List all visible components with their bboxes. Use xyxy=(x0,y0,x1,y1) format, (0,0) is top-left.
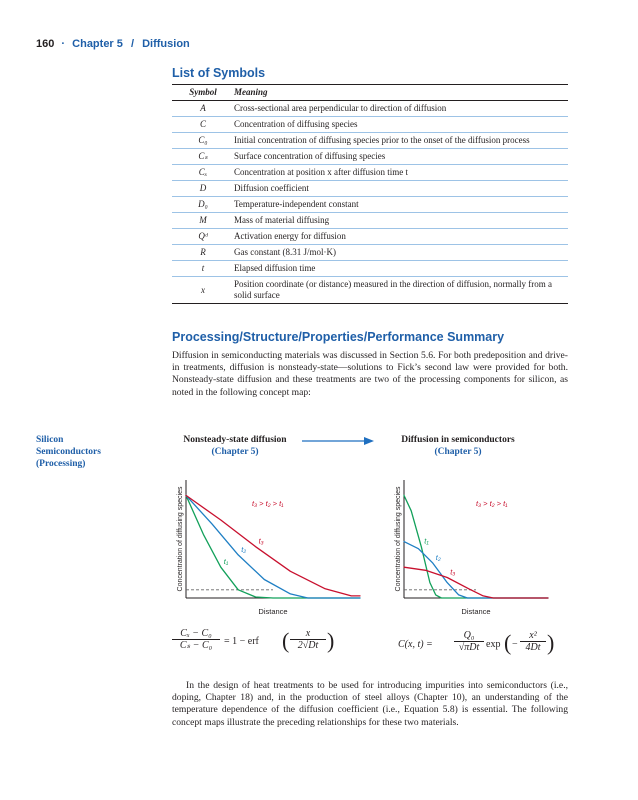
left-concept-title xyxy=(160,434,310,458)
symbol-cell: x xyxy=(172,277,234,304)
table-row xyxy=(172,229,568,245)
meaning-cell: Initial concentration of diffusing species prior to the onset of the diffusion process xyxy=(234,133,568,149)
symbols-table xyxy=(172,84,568,304)
symbol-cell: D₀ xyxy=(172,197,234,213)
table-row xyxy=(172,133,568,149)
symbol-cell: t xyxy=(172,261,234,277)
eq-left-paren-close: ) xyxy=(327,628,335,653)
semiconductor-diffusion-chart xyxy=(390,470,550,620)
meaning-cell: Position coordinate (or distance) measured in the direction of diffusion, normally from a solid surface xyxy=(234,277,568,304)
y-axis-label: Concentration of diffusing species xyxy=(177,486,184,592)
table-row xyxy=(172,117,568,133)
series-line-2 xyxy=(186,495,360,598)
meaning-cell: Concentration of diffusing species xyxy=(234,117,568,133)
chapter-title: Diffusion xyxy=(142,38,190,50)
closing-paragraph: In the design of heat treatments to be used for introducing impurities into semiconductors (i.e., doping, Chapter 18) and, in the production of steel alloys (Chapter 10), an understanding of the temperature dependence of the diffusion coefficient (i.e., Equation 5.8) is essential. The following concept maps illustrate the preceding relationships for these two materials. xyxy=(172,680,568,728)
symbol-cell: Cₛ xyxy=(172,149,234,165)
eq-right-paren-close: ) xyxy=(547,630,555,655)
table-row xyxy=(172,165,568,181)
eq-left-arg-denominator: 2√Dt xyxy=(290,639,326,651)
eq-right-paren-open: ( xyxy=(504,630,512,655)
symbols-table-body xyxy=(172,101,568,304)
symbol-cell: Cₓ xyxy=(172,165,234,181)
series-line-3 xyxy=(404,567,548,598)
symbols-heading: List of Symbols xyxy=(172,66,266,80)
left-concept-name: Nonsteady-state diffusion xyxy=(183,435,287,445)
running-header xyxy=(36,38,190,50)
page-number: 160 xyxy=(36,38,55,50)
right-concept-name: Diffusion in semiconductors xyxy=(401,435,515,445)
erf-equation xyxy=(172,628,342,662)
y-axis-label: Concentration of diffusing species xyxy=(395,486,402,592)
sidebar-line: (Processing) xyxy=(36,459,86,469)
sidebar-line: Silicon xyxy=(36,435,64,445)
left-concept-chapter: (Chapter 5) xyxy=(211,447,259,457)
eq-right-lhs: C(x, t) = xyxy=(398,639,433,650)
series-line-1 xyxy=(404,495,548,598)
nonsteady-diffusion-chart xyxy=(172,470,362,620)
table-row xyxy=(172,277,568,304)
symbol-cell: A xyxy=(172,101,234,117)
eq-right-arg-numerator: x² xyxy=(529,630,537,641)
symbol-cell: R xyxy=(172,245,234,261)
eq-right-denominator: √πDt xyxy=(454,641,484,653)
summary-paragraph: Diffusion in semiconducting materials was discussed in Section 5.6. For both predeposition and drive-in treatments, diffusion is nonsteady-state—solutions to Fick’s second law were provided for both. Nonsteady-state diffusion and these treatments are two of the processing components for silicon, as noted in the following concept map: xyxy=(172,350,568,398)
table-row xyxy=(172,149,568,165)
table-row xyxy=(172,213,568,229)
col-header-meaning: Meaning xyxy=(234,85,568,101)
table-row xyxy=(172,181,568,197)
header-separator: · xyxy=(61,38,66,50)
col-header-symbol: Symbol xyxy=(172,85,234,101)
sidebar-line: Semiconductors xyxy=(36,447,101,457)
table-row xyxy=(172,197,568,213)
table-row xyxy=(172,101,568,117)
meaning-cell: Elapsed diffusion time xyxy=(234,261,568,277)
series-line-3 xyxy=(186,495,360,596)
symbol-cell: C₀ xyxy=(172,133,234,149)
table-row xyxy=(172,261,568,277)
time-order-annotation: t₃ > t₂ > t₁ xyxy=(476,499,508,508)
concept-arrow-icon xyxy=(300,434,376,448)
time-order-annotation: t₃ > t₂ > t₁ xyxy=(252,499,284,508)
series-label-1: t₁ xyxy=(223,557,229,567)
eq-right-exp: exp xyxy=(486,639,501,650)
eq-left-arg-numerator: x xyxy=(305,628,311,639)
meaning-cell: Concentration at position x after diffusion time t xyxy=(234,165,568,181)
symbol-cell: D xyxy=(172,181,234,197)
eq-left-denominator: Cₛ − C₀ xyxy=(172,639,220,651)
symbol-cell: M xyxy=(172,213,234,229)
right-concept-title xyxy=(378,434,538,458)
series-label-1: t₁ xyxy=(424,536,429,546)
header-slash: / xyxy=(130,38,135,50)
eq-left-middle: = 1 − erf xyxy=(224,636,259,647)
table-row xyxy=(172,245,568,261)
series-label-3: t₃ xyxy=(258,536,264,546)
concept-map-sidebar xyxy=(36,434,146,470)
eq-right-numerator: Q₀ xyxy=(463,630,475,641)
meaning-cell: Cross-sectional area perpendicular to direction of diffusion xyxy=(234,101,568,117)
eq-right-minus: − xyxy=(512,639,518,650)
chapter-label: Chapter 5 xyxy=(72,38,123,50)
eq-right-arg-denominator: 4Dt xyxy=(520,641,546,653)
eq-left-paren-open: ( xyxy=(282,628,290,653)
meaning-cell: Mass of material diffusing xyxy=(234,213,568,229)
series-label-2: t₂ xyxy=(435,553,441,563)
series-line-1 xyxy=(186,495,360,598)
meaning-cell: Gas constant (8.31 J/mol·K) xyxy=(234,245,568,261)
meaning-cell: Surface concentration of diffusing species xyxy=(234,149,568,165)
meaning-cell: Temperature-independent constant xyxy=(234,197,568,213)
summary-heading: Processing/Structure/Properties/Performance Summary xyxy=(172,330,505,344)
symbol-cell: Qᵈ xyxy=(172,229,234,245)
meaning-cell: Activation energy for diffusion xyxy=(234,229,568,245)
eq-left-numerator: Cₓ − C₀ xyxy=(180,628,212,639)
symbol-cell: C xyxy=(172,117,234,133)
series-label-3: t₃ xyxy=(450,567,456,577)
right-concept-chapter: (Chapter 5) xyxy=(434,447,482,457)
x-axis-label: Distance xyxy=(258,607,288,616)
series-label-2: t₂ xyxy=(241,544,247,554)
x-axis-label: Distance xyxy=(461,607,491,616)
meaning-cell: Diffusion coefficient xyxy=(234,181,568,197)
gaussian-equation xyxy=(398,630,558,664)
